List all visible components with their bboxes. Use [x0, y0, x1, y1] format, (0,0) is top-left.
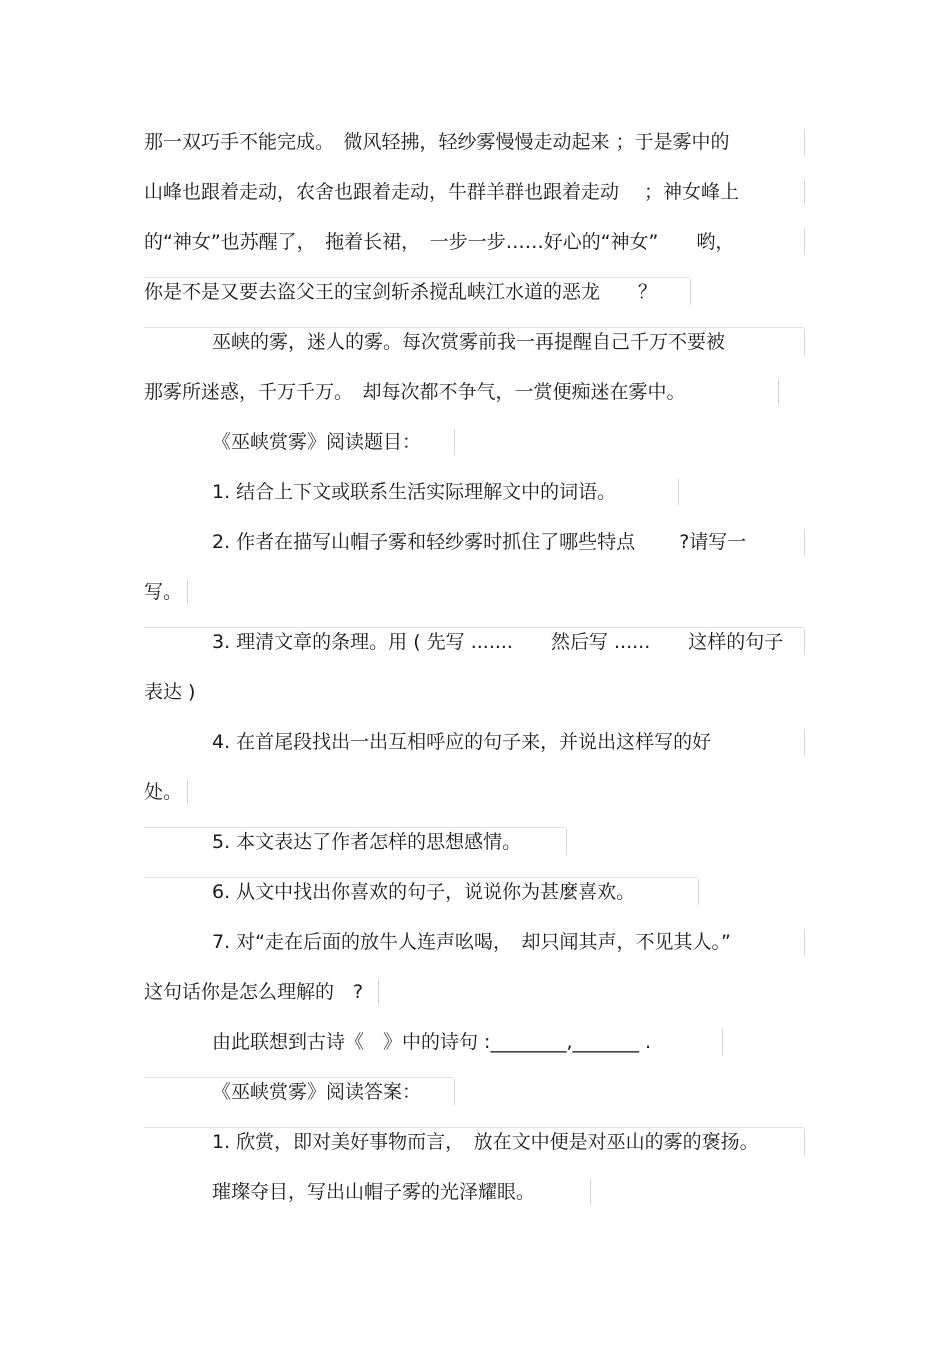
- scan-mark: [722, 1029, 723, 1055]
- text-line: 那雾所迷惑，千万千万。 却每次都不争气，一赏便痴迷在雾中。: [144, 381, 686, 403]
- scan-mark: [187, 779, 188, 805]
- scan-mark: [454, 429, 455, 455]
- scan-mark: [144, 327, 804, 328]
- scan-mark: [144, 277, 690, 278]
- scan-mark: [144, 827, 566, 828]
- scan-mark: [804, 729, 805, 755]
- scan-mark: [678, 479, 679, 505]
- text-line: 这句话你是怎么理解的 ?: [144, 981, 364, 1003]
- text-line: 由此联想到古诗《 》中的诗句 :________,_______ .: [212, 1031, 652, 1053]
- scan-mark: [804, 929, 805, 955]
- scan-mark: [698, 879, 699, 905]
- scan-mark: [454, 1079, 455, 1105]
- scan-mark: [778, 379, 779, 405]
- scan-mark: [187, 579, 188, 605]
- question-item: 5. 本文表达了作者怎样的思想感情。: [212, 831, 522, 853]
- question-item: 7. 对“走在后面的放牛人连声吆喝， 却只闻其声，不见其人。”: [212, 931, 731, 953]
- answer-item: 1. 欣赏，即对美好事物而言， 放在文中便是对巫山的雾的褒扬。: [212, 1131, 759, 1153]
- scan-mark: [590, 1179, 591, 1205]
- scan-mark: [378, 979, 379, 1005]
- question-item: 3. 理清文章的条理。用 ( 先写 ....... 然后写 ...... 这样的句子: [212, 631, 784, 653]
- scan-mark: [144, 1077, 454, 1078]
- section-heading: 《巫峡赏雾》阅读答案：: [212, 1081, 422, 1103]
- answer-item: 璀璨夺目，写出山帽子雾的光泽耀眼。: [212, 1181, 536, 1203]
- question-item: 1. 结合上下文或联系生活实际理解文中的词语。: [212, 481, 617, 503]
- scan-mark: [144, 627, 804, 628]
- text-line: 表达 ): [144, 681, 196, 703]
- scan-mark: [804, 529, 805, 555]
- scan-mark: [690, 279, 691, 305]
- scan-mark: [804, 229, 805, 255]
- text-line: 处。: [144, 781, 183, 803]
- scan-mark: [804, 129, 805, 155]
- scan-mark: [804, 179, 805, 205]
- text-line: 山峰也跟着走动，农舍也跟着走动，牛群羊群也跟着走动 ；神女峰上: [144, 181, 740, 203]
- scan-mark: [804, 629, 805, 655]
- text-line: 的“神女”也苏醒了， 拖着长裙， 一步一步……好心的“神女” 哟，: [144, 231, 735, 253]
- text-line: 巫峡的雾，迷人的雾。每次赏雾前我一再提醒自己千万不要被: [212, 331, 726, 353]
- question-item: 6. 从文中找出你喜欢的句子，说说你为甚麼喜欢。: [212, 881, 636, 903]
- scan-mark: [566, 829, 567, 855]
- text-line: 那一双巧手不能完成。 微风轻拂，轻纱雾慢慢走动起来 ；于是雾中的: [144, 131, 730, 153]
- text-line: 你是不是又要去盗父王的宝剑斩杀搅乱峡江水道的恶龙 ？: [144, 281, 658, 303]
- scan-mark: [804, 329, 805, 355]
- scan-mark: [144, 877, 698, 878]
- question-item: 4. 在首尾段找出一出互相呼应的句子来，并说出这样写的好: [212, 731, 712, 753]
- section-heading: 《巫峡赏雾》阅读题目：: [212, 431, 422, 453]
- scan-mark: [804, 1129, 805, 1155]
- text-line: 写。: [144, 581, 183, 603]
- scan-mark: [144, 1127, 804, 1128]
- question-item: 2. 作者在描写山帽子雾和轻纱雾时抓住了哪些特点 ?请写一: [212, 531, 747, 553]
